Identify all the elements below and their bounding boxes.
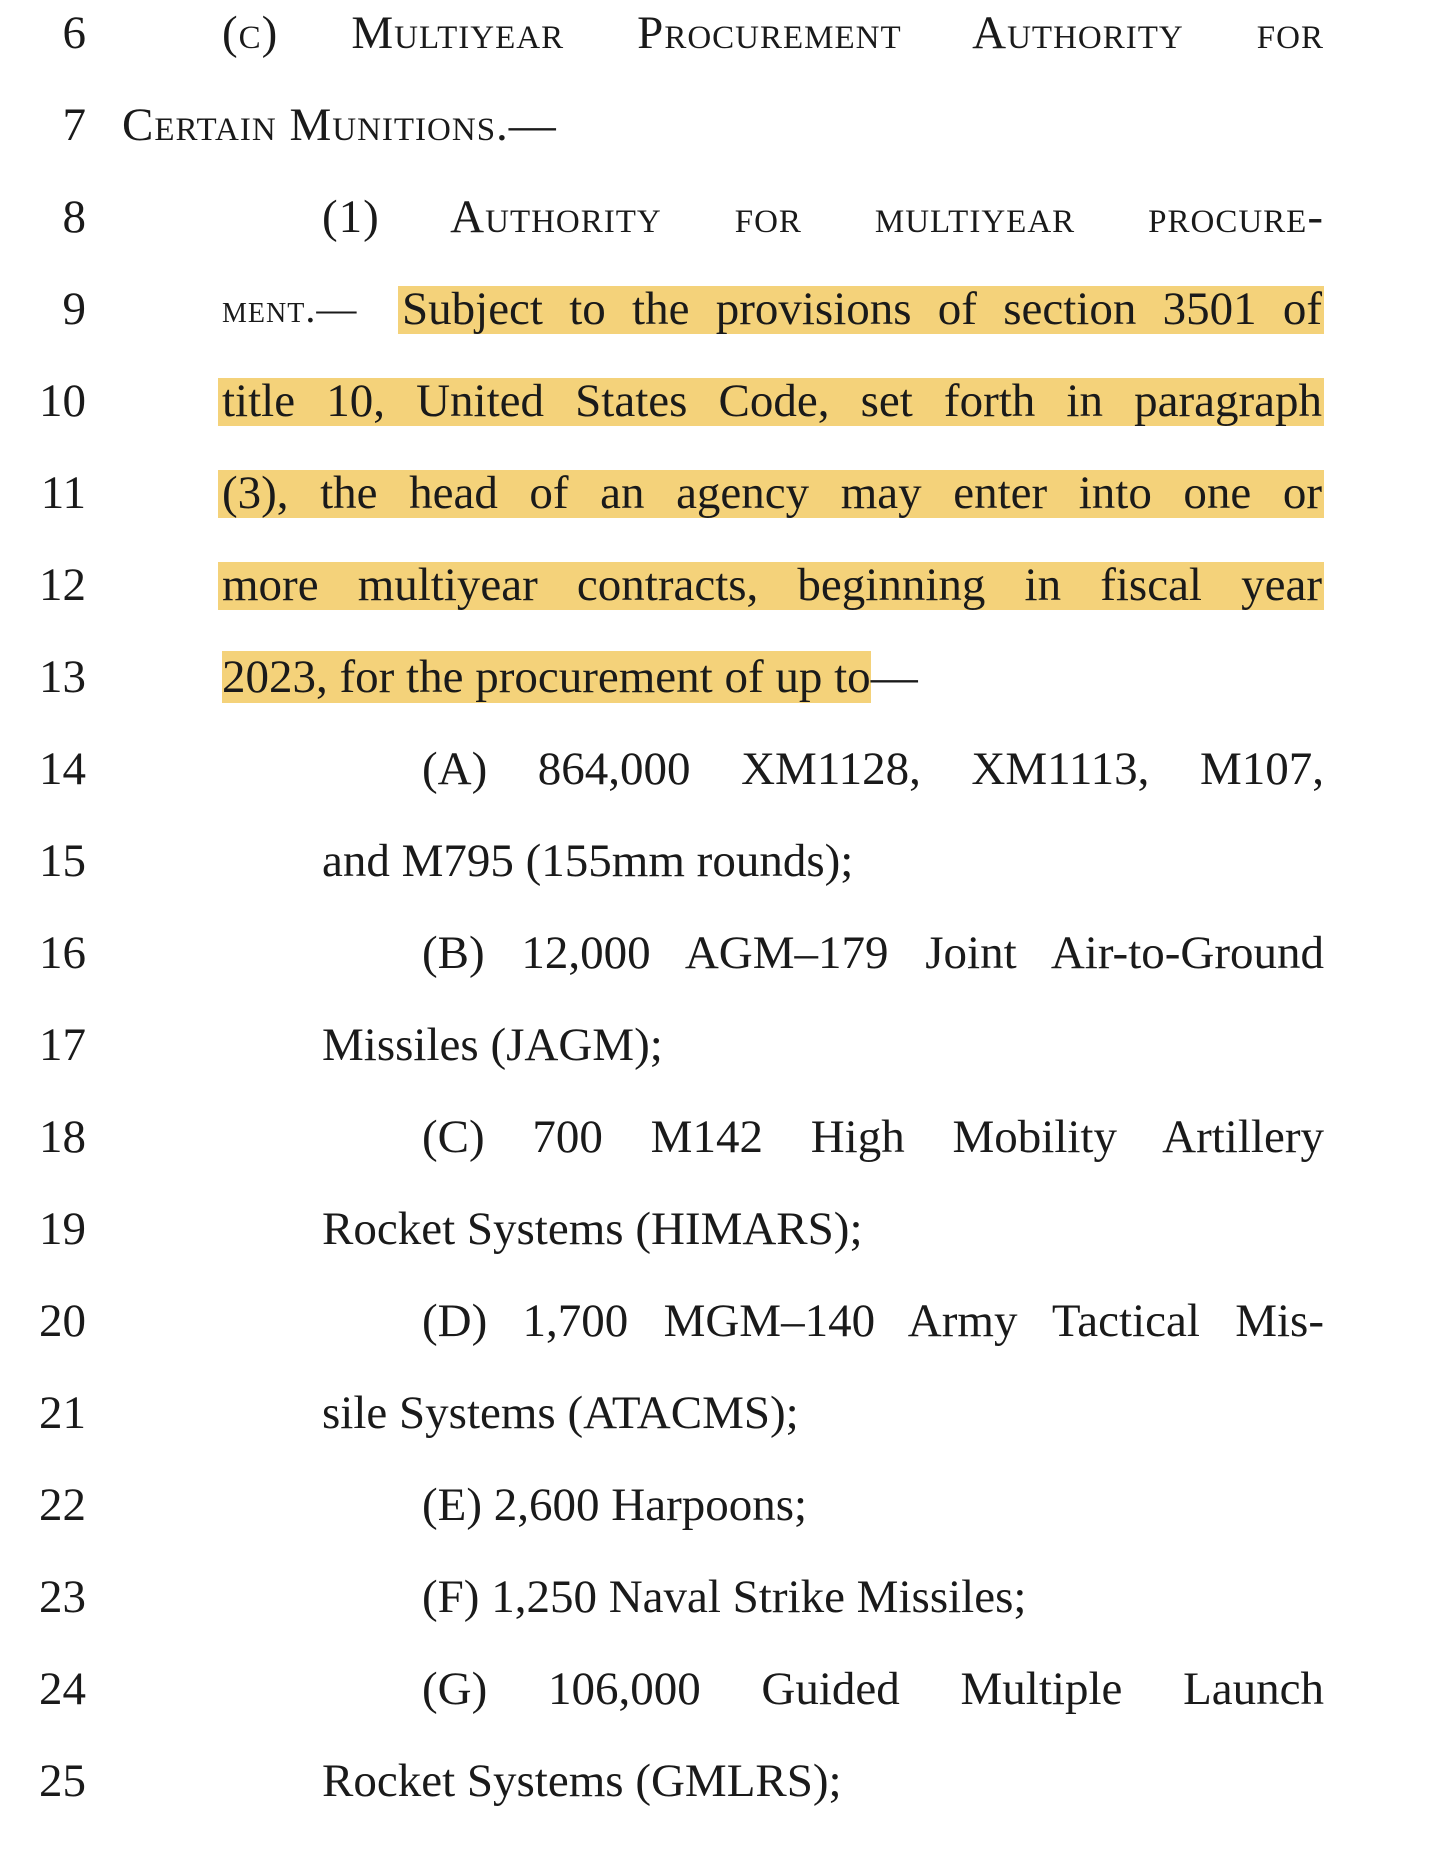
line-number: 23	[39, 1571, 86, 1623]
line-number: 11	[40, 467, 86, 519]
list-item-c-continued: Rocket Systems (HIMARS);	[322, 1203, 863, 1255]
line-number: 8	[62, 191, 86, 243]
subsection-heading-continued: Certain Munitions.—	[122, 99, 557, 151]
line-number: 6	[62, 7, 86, 59]
list-item-f: (F) 1,250 Naval Strike Missiles;	[422, 1571, 1027, 1623]
subsection-heading: (c) Multiyear Procurement Authority for	[222, 7, 1324, 59]
paragraph-heading: (1) Authority for multiyear procure-	[322, 191, 1324, 243]
line-number: 24	[39, 1663, 86, 1715]
line-number: 22	[39, 1479, 86, 1531]
line-6	[0, 2, 1330, 64]
paragraph-heading-continued: ment.—	[222, 286, 358, 331]
line-number: 20	[39, 1295, 86, 1347]
list-item-a: (A) 864,000 XM1128, XM1113, M107,	[422, 743, 1324, 795]
line-number: 7	[62, 99, 86, 151]
highlighted-text: 2023, for the procurement of up to	[222, 651, 871, 703]
em-dash: —	[870, 651, 918, 703]
list-item-d: (D) 1,700 MGM–140 Army Tactical Mis-	[422, 1295, 1324, 1347]
line-number: 16	[39, 927, 86, 979]
highlighted-sentence-end	[222, 646, 918, 708]
list-item-d-continued: sile Systems (ATACMS);	[322, 1387, 799, 1439]
line-number: 13	[39, 651, 86, 703]
line-number: 9	[62, 283, 86, 335]
line-number: 14	[39, 743, 86, 795]
line-number: 25	[39, 1755, 86, 1807]
list-item-g: (G) 106,000 Guided Multiple Launch	[422, 1663, 1324, 1715]
line-number: 19	[39, 1203, 86, 1255]
list-item-b-continued: Missiles (JAGM);	[322, 1019, 663, 1071]
list-item-a-continued: and M795 (155mm rounds);	[322, 835, 854, 887]
line-number: 18	[39, 1111, 86, 1163]
line-number: 12	[39, 559, 86, 611]
list-item-g-continued: Rocket Systems (GMLRS);	[322, 1755, 842, 1807]
line-number: 10	[39, 375, 86, 427]
highlighted-text: (3), the head of an agency may enter into one or	[222, 467, 1322, 519]
list-item-b: (B) 12,000 AGM–179 Joint Air-to-Ground	[422, 927, 1324, 979]
highlighted-text: more multiyear contracts, beginning in fiscal year	[222, 559, 1322, 611]
highlighted-text: title 10, United States Code, set forth in paragraph	[222, 375, 1322, 427]
line-number: 17	[39, 1019, 86, 1071]
list-item-e: (E) 2,600 Harpoons;	[422, 1479, 808, 1531]
highlighted-text: Subject to the provisions of section 3501 of	[402, 283, 1322, 335]
line-number: 21	[39, 1387, 86, 1439]
line-number: 15	[39, 835, 86, 887]
list-item-c: (C) 700 M142 High Mobility Artillery	[422, 1111, 1324, 1163]
